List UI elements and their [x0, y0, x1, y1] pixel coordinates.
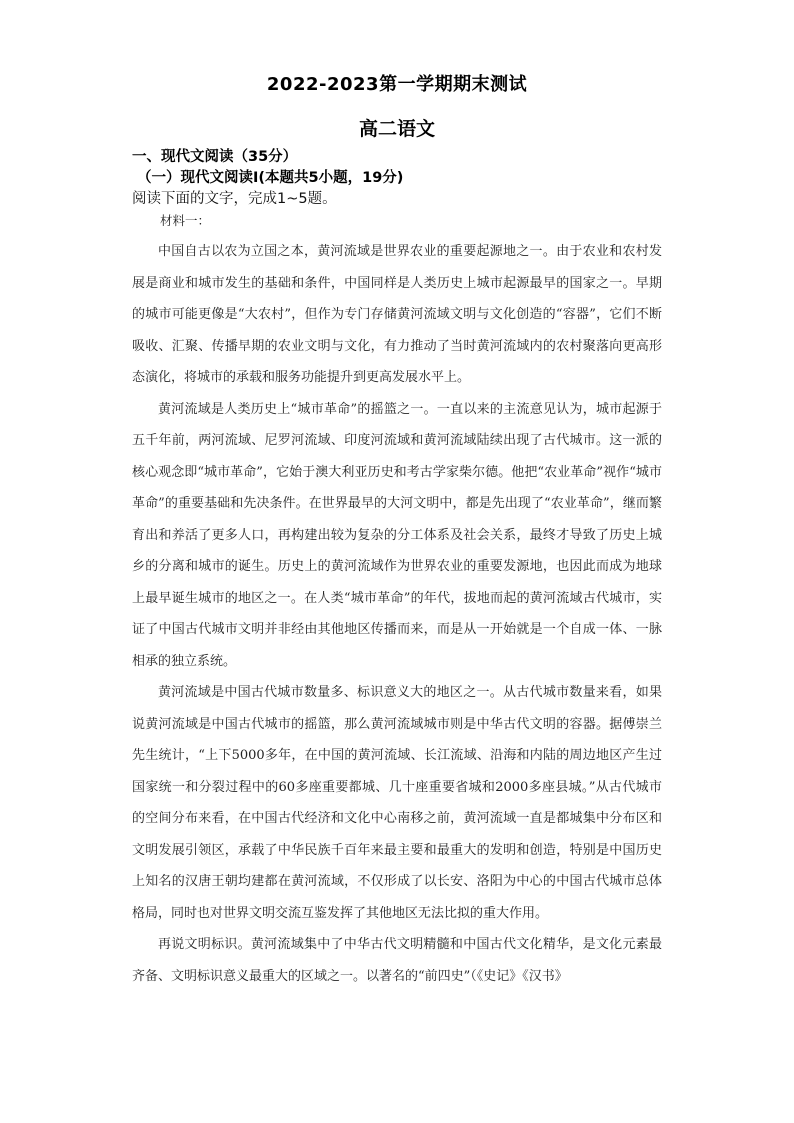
subsection-heading: （一）现代文阅读Ⅰ(本题共5小题，19分) — [137, 170, 404, 186]
material-label: 材料一： — [160, 213, 211, 228]
passage-paragraph: 黄河流域是中国古代城市数量多、标识意义大的地区之一。从古代城市数量来看，如果说黄河流域是中国古代城市的摇篮，那么黄河流域城市则是中华古代文明的容器。据傅崇兰先生统计，“上下5000多年，在中国的黄河流域、长江流域、沿海和内陆的周边地区产生过国家统一和分裂过程中的60多座重要都城、几十座重要省城和2000多座县城。”从古代城市的空间分布来看，在中国古代经济和文化中心南移之前，黄河流域一直是都城集中分布区和文明发展引领区，承载了中华民族千百年来最主要和最重大的发明和创造，特别是中国历史上知名的汉唐王朝均建都在黄河流域，不仅形成了以长安、洛阳为中心的中国古代城市总体格局，同时也对世界文明交流互鉴发挥了其他地区无法比拟的重大作用。 — [132, 685, 662, 921]
passage-paragraph: 再说文明标识。黄河流域集中了中华古代文明精髓和中国古代文化精华，是文化元素最齐备、文明标识意义最重大的区域之一。以著名的“前四史”（《史记》《汉书》 — [132, 937, 662, 984]
document-subtitle: 高二语文 — [358, 118, 435, 140]
passage-paragraph: 黄河流域是人类历史上“城市革命”的摇篮之一。一直以来的主流意见认为，城市起源于五千年前，两河流域、尼罗河流域、印度河流域和黄河流域陆续出现了古代城市。这一派的核心观念即“城市革命”，它始于澳大利亚历史和考古学家柴尔德。他把“农业革命”视作“城市革命”的重要基础和先决条件。在世界最早的大河文明中，都是先出现了“农业革命”，继而繁育出和养活了更多人口，再构建出较为复杂的分工体系及社会关系，最终才导致了历史上城乡的分离和城市的诞生。历史上的黄河流域作为世界农业的重要发源地，也因此而成为地球上最早诞生城市的地区之一。在人类“城市革命”的年代，拔地而起的黄河流域古代城市，实证了中国古代城市文明并非经由其他地区传播而来，而是从一开始就是一个自成一体、一脉相承的独立系统。 — [132, 401, 662, 669]
section-heading: 一、现代文阅读（35分） — [132, 149, 298, 165]
document-title: 2022-2023第一学期期末测试 — [266, 74, 528, 95]
passage-paragraph: 中国自古以农为立国之本，黄河流域是世界农业的重要起源地之一。由于农业和农村发展是商业和城市发生的基础和条件，中国同样是人类历史上城市起源最早的国家之一。早期的城市可能更像是“大农村”，但作为专门存储黄河流域文明与文化创造的“容器”，它们不断吸收、汇聚、传播早期的农业文明与文化，有力推动了当时黄河流域内的农村聚落向更高形态演化，将城市的承载和服务功能提升到更高发展水平上。 — [132, 244, 662, 385]
reading-instruction: 阅读下面的文字，完成1~5题。 — [132, 191, 337, 207]
passage-body — [132, 236, 662, 984]
